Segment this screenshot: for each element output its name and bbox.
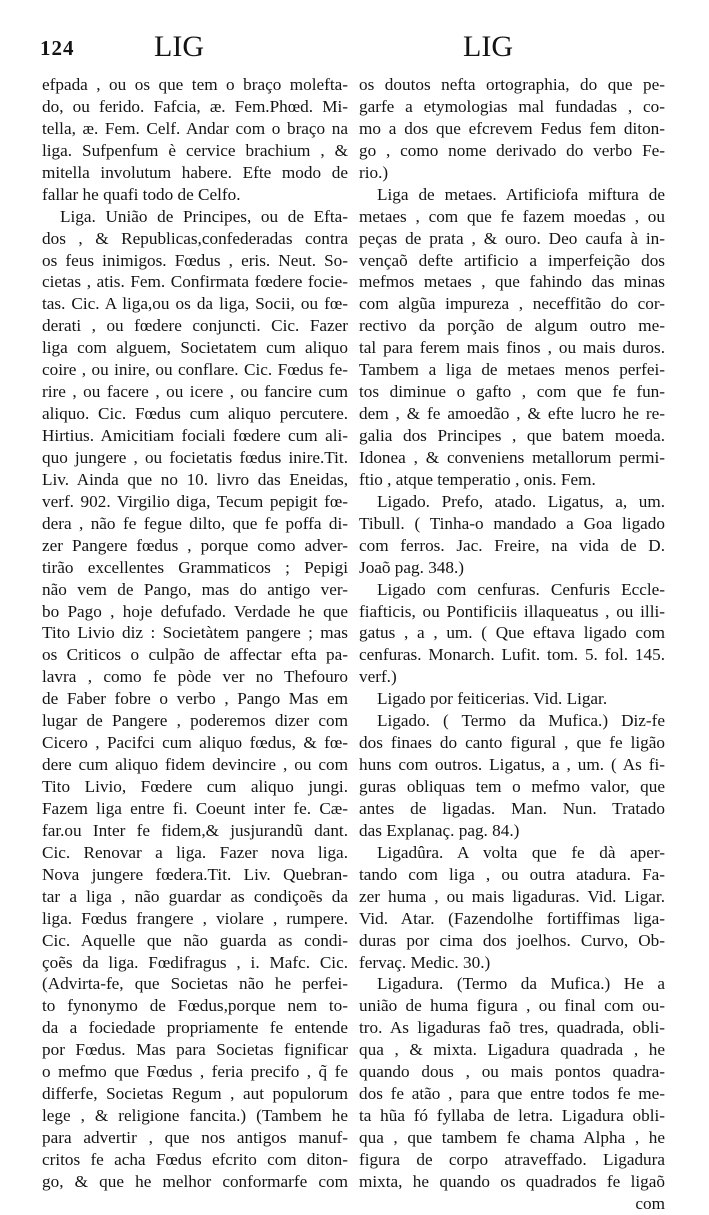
text-line: lavra , como fe pòde ver no Thefouro xyxy=(42,667,348,687)
text-line: da a fociedade propriamente fe entende xyxy=(42,1018,348,1038)
text-line: cenfuras. Monarch. Lufit. tom. 5. fol. 145. xyxy=(359,645,665,665)
text-line: quo jungere , ou focietatis fœdus inire.Tit. xyxy=(42,447,348,467)
text-line: Liv. Ainda que no 10. livro das Eneidas, xyxy=(42,469,348,489)
text-line: dos , & Republicas,confederadas contra xyxy=(42,228,348,248)
text-line: peças de prata , & ouro. Deo caufa à in- xyxy=(359,228,665,248)
text-line: bo Pago , hoje defufado. Verdade he que xyxy=(42,601,348,621)
text-line: Ligado. ( Termo da Mufica.) Diz-fe xyxy=(377,711,665,731)
text-line: Nova jungere fœdera.Tit. Liv. Quebran- xyxy=(42,864,348,884)
text-line: fervaç. Medic. 30.) xyxy=(359,952,491,972)
text-line: figura de corpo atraveffado. Ligadura xyxy=(359,1149,665,1169)
text-line: cietas , atis. Fem. Confirmata fœdere focie- xyxy=(42,272,348,292)
text-line: Vid. Atar. (Fazendolhe fortiffimas liga- xyxy=(359,908,665,928)
text-line: não vem de Pango, mas do antigo ver- xyxy=(42,579,348,599)
text-line: tella, æ. Fem. Celf. Andar com o braço na xyxy=(42,118,348,138)
catchword: com xyxy=(635,1193,665,1213)
text-line: duras por cima dos joelhos. Curvo, Ob- xyxy=(359,930,665,950)
text-line: Tibull. ( Tinha-o mandado a Goa ligado xyxy=(359,513,665,533)
text-line: tar a liga , não guardar as condiçoẽs da xyxy=(42,886,348,906)
text-line: união de huma figura , ou final com ou- xyxy=(359,996,665,1016)
text-line: go , como nome derivado do verbo Fe- xyxy=(359,140,665,160)
text-line: mo a dos que efcrevem Fedus fem diton- xyxy=(359,118,665,138)
text-line: verf.) xyxy=(359,667,397,687)
text-line: ta hũa fó fyllaba de letra. Ligadura obli- xyxy=(359,1106,665,1126)
text-line: do, ou ferido. Fafcia, æ. Fem.Phœd. Mi- xyxy=(42,96,348,116)
page-number: 124 xyxy=(40,36,75,60)
text-line: liga. Fœdus frangere , violare , rumpere. xyxy=(42,908,348,928)
text-line: Ligado por feiticerias. Vid. Ligar. xyxy=(377,689,608,709)
text-line: aliquo. Cic. Fœdus cum aliquo percutere. xyxy=(42,404,348,424)
text-line: qua , que tambem fe chama Alpha , he xyxy=(359,1128,665,1147)
text-line: metaes , com que fe fazem moedas , ou xyxy=(359,206,665,226)
text-line: differfe, Societas Regum , aut populorum xyxy=(42,1084,348,1104)
text-line: to fynonymo de Fœdus,porque nem to- xyxy=(42,996,348,1016)
text-line: ftio , atque temperatio , onis. Fem. xyxy=(359,469,596,489)
right-column xyxy=(359,74,665,1215)
text-line: Tito Livio, Fœdere cum aliquo jungi. xyxy=(42,777,348,796)
text-line: lege , & religione fancita.) (Tambem he xyxy=(42,1106,348,1126)
text-line: Joaõ pag. 348.) xyxy=(359,557,465,577)
text-line: çoẽs da liga. Fœdifragus , i. Mafc. Cic. xyxy=(42,952,348,972)
running-head-right: LIG xyxy=(463,30,513,63)
text-line: por Fœdus. Mas para Societas fignificar xyxy=(42,1040,348,1060)
text-line: verf. 902. Virgilio diga, Tecum pepigit fœ- xyxy=(42,491,348,511)
text-line: mixta, he quando os quadrados fe ligaõ xyxy=(359,1171,665,1191)
text-line: Tambem a liga de metaes menos perfei- xyxy=(359,360,665,380)
text-line: rio.) xyxy=(359,162,389,182)
text-line: huns com outros. Ligatus, a , um. ( As fi- xyxy=(359,755,665,775)
text-line: Ligado. Prefo, atado. Ligatus, a, um. xyxy=(377,491,665,511)
running-head-left: LIG xyxy=(154,30,204,63)
text-line: dos finaes do canto figural , que fe ligão xyxy=(359,733,665,753)
text-line: fiafticis, ou Pontificiis illaqueatus , ou illi- xyxy=(359,601,665,621)
text-line: os Criticos o culpão de affectar efta pa- xyxy=(42,645,348,665)
text-line: guras obliquas tem o mefmo valor, que xyxy=(359,777,665,796)
text-line: das Explanaç. pag. 84.) xyxy=(359,820,520,840)
text-line: dos fe atão , para que entre todos fe me- xyxy=(359,1084,665,1104)
text-line: tal para ferem mais finos , ou mais duros. xyxy=(359,338,665,358)
text-line: o mefmo que Fœdus , feria precifo , q̃ fe xyxy=(42,1062,348,1082)
text-line: liga com alguem, Societatem cum aliquo xyxy=(42,338,348,358)
text-line: fallar he quafi todo de Celfo. xyxy=(42,184,241,204)
text-line: liga. Sufpenfum è cervice brachium , & xyxy=(42,140,348,160)
text-line: tando com liga , ou outra atadura. Fa- xyxy=(359,864,665,884)
text-line: lugar de Pangere , poderemos dizer com xyxy=(42,711,348,731)
text-line: rire , ou facere , ou icere , ou fancire cum xyxy=(42,382,348,402)
text-line: dere cum aliquo fidem devincire , ou com xyxy=(42,755,348,775)
text-line: Cic. Renovar a liga. Fazer nova liga. xyxy=(42,842,348,862)
text-line: zer Pangere fœdus , porque como adver- xyxy=(42,535,348,555)
text-line: Ligadûra. A volta que fe dà aper- xyxy=(377,842,665,862)
text-line: com ferros. Jac. Freire, na vida de D. xyxy=(359,535,665,555)
text-line: mefmos metaes , que fahindo das minas xyxy=(359,272,665,292)
text-line: zer huma , ou mais ligaduras. Vid. Ligar. xyxy=(359,886,665,906)
text-line: mitella involutum habere. Efte modo de xyxy=(42,162,348,182)
text-line: Idonea , & conveniens metallorum permi- xyxy=(359,447,665,467)
text-line: tas. Cic. A liga,ou os da liga, Socii, ou fœ- xyxy=(42,294,348,314)
text-line: far.ou Inter fe fidem,& jusjurandũ dant. xyxy=(42,820,348,840)
text-line: os doutos nefta ortographia, do que pe- xyxy=(359,75,665,94)
text-line: Liga de metaes. Artificiofa miftura de xyxy=(377,184,665,204)
text-line: de Faber fobre o verbo , Pango Mas em xyxy=(42,689,348,709)
text-line: dera , não fe fegue dilto, que fe poffa di- xyxy=(42,513,348,533)
left-column xyxy=(42,74,348,1193)
text-line: tirão excellentes Grammaticos ; Pepigi xyxy=(42,557,348,577)
text-line: critos fe acha Fœdus efcrito com diton- xyxy=(42,1149,348,1169)
text-line: dem , & fe amoedão , & efte lucro he re- xyxy=(359,404,665,424)
text-line: gatus , a , um. ( Que eftava ligado com xyxy=(359,623,665,643)
text-line: galia dos Principes , que batem moeda. xyxy=(359,426,665,445)
text-line: antes de ligadas. Man. Nun. Tratado xyxy=(359,798,665,818)
text-line: vençaõ defte artificio a imperfeição dos xyxy=(359,250,665,270)
text-line: Cic. Aquelle que não guarda as condi- xyxy=(42,930,348,950)
text-line: garfe a etymologias mal fundadas , co- xyxy=(359,96,665,116)
text-line: tro. As ligaduras faõ tres, quadrada, obli- xyxy=(359,1018,665,1038)
text-line: derati , ou fœdere conjuncti. Cic. Fazer xyxy=(42,316,348,336)
text-line: rectivo da porção de algum outro me- xyxy=(359,316,665,336)
text-line: para advertir , que nos antigos manuf- xyxy=(42,1128,348,1147)
text-line: (Advirta-fe, que Societas não he perfei- xyxy=(42,974,348,994)
text-line: Ligado com cenfuras. Cenfuris Eccle- xyxy=(377,579,665,599)
text-line: os feus inimigos. Fœdus , eris. Neut. So- xyxy=(42,250,348,270)
text-line: Hirtius. Amicitiam fociali fœdere cum ali- xyxy=(42,426,348,445)
text-line: Cicero , Pacifci cum aliquo fœdus, & fœ- xyxy=(42,733,348,753)
text-line: coire , ou inire, ou conflare. Cic. Fœdus fe- xyxy=(42,360,348,380)
text-line: go, & que he melhor conformarfe com xyxy=(42,1171,348,1191)
text-line: Ligadura. (Termo da Mufica.) He a xyxy=(377,974,665,994)
text-line: efpada , ou os que tem o braço molefta- xyxy=(42,75,348,94)
text-line: com algũa impureza , neceffitão do cor- xyxy=(359,294,665,314)
text-line: quando dous , ou mais pontos quadra- xyxy=(359,1062,665,1082)
text-line: Tito Livio diz : Societàtem pangere ; mas xyxy=(42,623,348,643)
text-line: tos diminue o gafto , com que fe fun- xyxy=(359,382,665,402)
text-line: Fazem liga entre fi. Coeunt inter fe. Cæ- xyxy=(42,798,348,818)
text-line: qua , & mixta. Ligadura quadrada , he xyxy=(359,1040,665,1060)
text-line: Liga. União de Principes, ou de Efta- xyxy=(60,206,348,226)
